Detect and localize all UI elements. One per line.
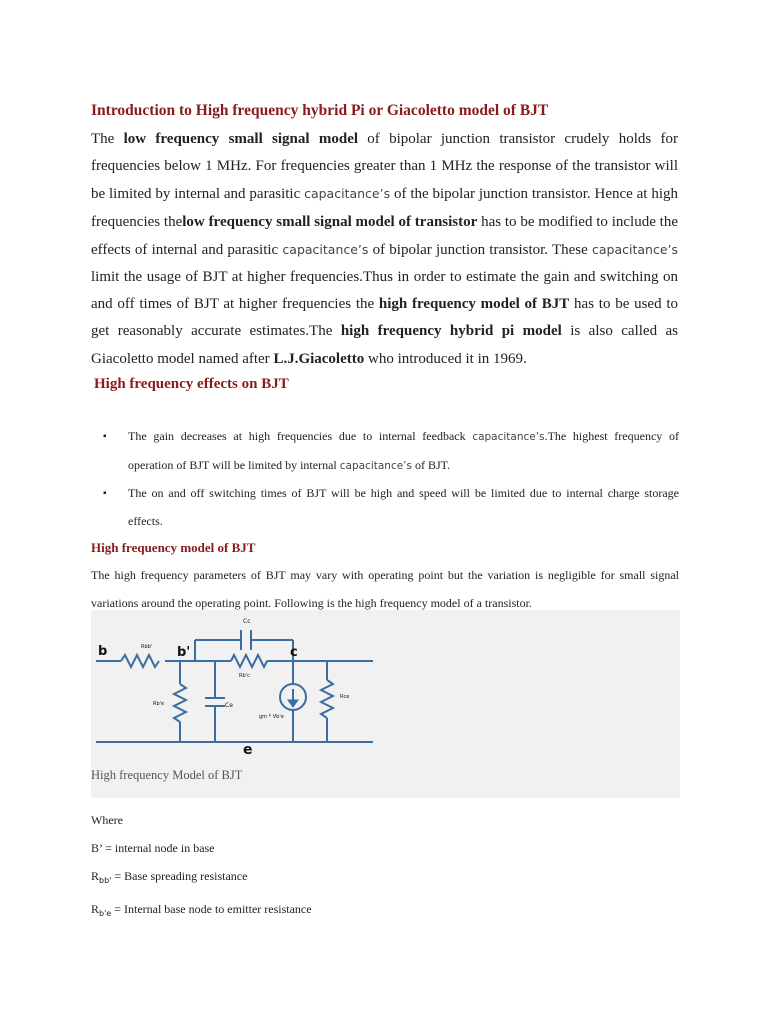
intro-text: is also called as Giacoletto model named after: [91, 323, 678, 367]
bullet-icon: ▪: [103, 488, 107, 499]
intro-capacitance-term: capacitance’s: [591, 241, 678, 257]
symbol-subscript: b'e: [99, 909, 112, 918]
intro-text: who introduced it in 1969.: [364, 350, 527, 367]
rbe-label: Rb'e: [153, 701, 165, 707]
definition-item: [91, 895, 681, 928]
circuit-diagram: [91, 610, 680, 760]
list-item: [91, 480, 679, 535]
intro-bold-term: low frequency small signal model: [123, 131, 359, 147]
intro-text: The: [91, 131, 124, 147]
definitions-list: [91, 806, 681, 928]
capacitance-term: capacitance’s: [339, 459, 412, 472]
rbb-label: Rbb': [141, 644, 153, 650]
rbc-label: Rb'c: [239, 673, 250, 679]
definition-item: B’ = internal node in base: [91, 841, 215, 855]
intro-text: has to be modified to include the effects of internal and parasitic: [91, 213, 679, 258]
intro-text: limit the usage of BJT at higher frequencies.Thus in order to estimate the gain and switching on and off times of BJT at higher frequencies the: [91, 269, 678, 313]
cc-label: Cc: [243, 618, 251, 625]
list-text: of BJT.: [412, 457, 451, 472]
circuit-figure: [91, 610, 680, 798]
list-text: The on and off switching times of BJT will be high and speed will be limited due to internal charge storage effects.: [128, 486, 679, 528]
symbol-subscript: bb': [99, 876, 112, 885]
symbol: R: [91, 902, 100, 916]
effects-heading: High frequency effects on BJT: [94, 376, 289, 392]
model-paragraph: The high frequency parameters of BJT may vary with operating point but the variation is negligible for small signal variations around the operating point. Following is the high frequency model of a transistor.: [91, 568, 679, 610]
intro-bold-term: high frequency model of BJT: [378, 296, 570, 313]
intro-text: has to be used to get reasonably accurate estimates.The: [91, 296, 679, 340]
definition-text: = Internal base node to emitter resistance: [111, 902, 312, 916]
symbol: R: [91, 869, 100, 883]
ce-label: Ce: [225, 702, 233, 709]
intro-capacitance-term: capacitance’s: [304, 186, 391, 202]
intro-bold-term: high frequency hybrid pi model: [340, 323, 562, 340]
intro-text: of bipolar junction transistor crudely holds for frequencies below 1 MHz. For frequencies greater than 1 MHz the response of the transistor will be limited by internal and parasitic: [91, 131, 678, 203]
definition-item: [91, 862, 681, 895]
page-title: Introduction to High frequency hybrid Pi or Giacoletto model of BJT: [91, 102, 549, 119]
node-b-label: b: [98, 644, 108, 659]
list-item: [91, 423, 679, 480]
intro-capacitance-term: capacitance’s: [282, 241, 369, 257]
intro-bold-term: low frequency small signal model of transistor: [182, 213, 478, 230]
figure-caption: High frequency Model of BJT: [91, 768, 243, 782]
definition-text: = Base spreading resistance: [111, 869, 248, 883]
capacitance-term: capacitance’s: [472, 431, 545, 443]
list-text: .The highest frequency of operation of BJT will be limited by internal: [128, 429, 679, 472]
node-c-label: c: [290, 645, 298, 660]
node-bprime-label: b': [177, 645, 191, 660]
list-text: The gain decreases at high frequencies due to internal feedback: [128, 429, 473, 443]
intro-bold-term: L.J.Giacoletto: [273, 350, 365, 367]
bullet-icon: ▪: [103, 431, 107, 442]
effects-list: [91, 423, 679, 535]
where-label: Where: [91, 813, 123, 827]
model-heading: High frequency model of BJT: [91, 540, 256, 555]
intro-text: of the bipolar junction transistor. Hence at high frequencies the: [91, 186, 678, 230]
intro-paragraph: [91, 126, 678, 373]
gm-source-label: gm * Vb'e: [259, 714, 284, 720]
rce-label: Rce: [340, 694, 350, 700]
node-e-label: e: [243, 742, 253, 758]
intro-text: of bipolar junction transistor. These: [368, 241, 592, 258]
